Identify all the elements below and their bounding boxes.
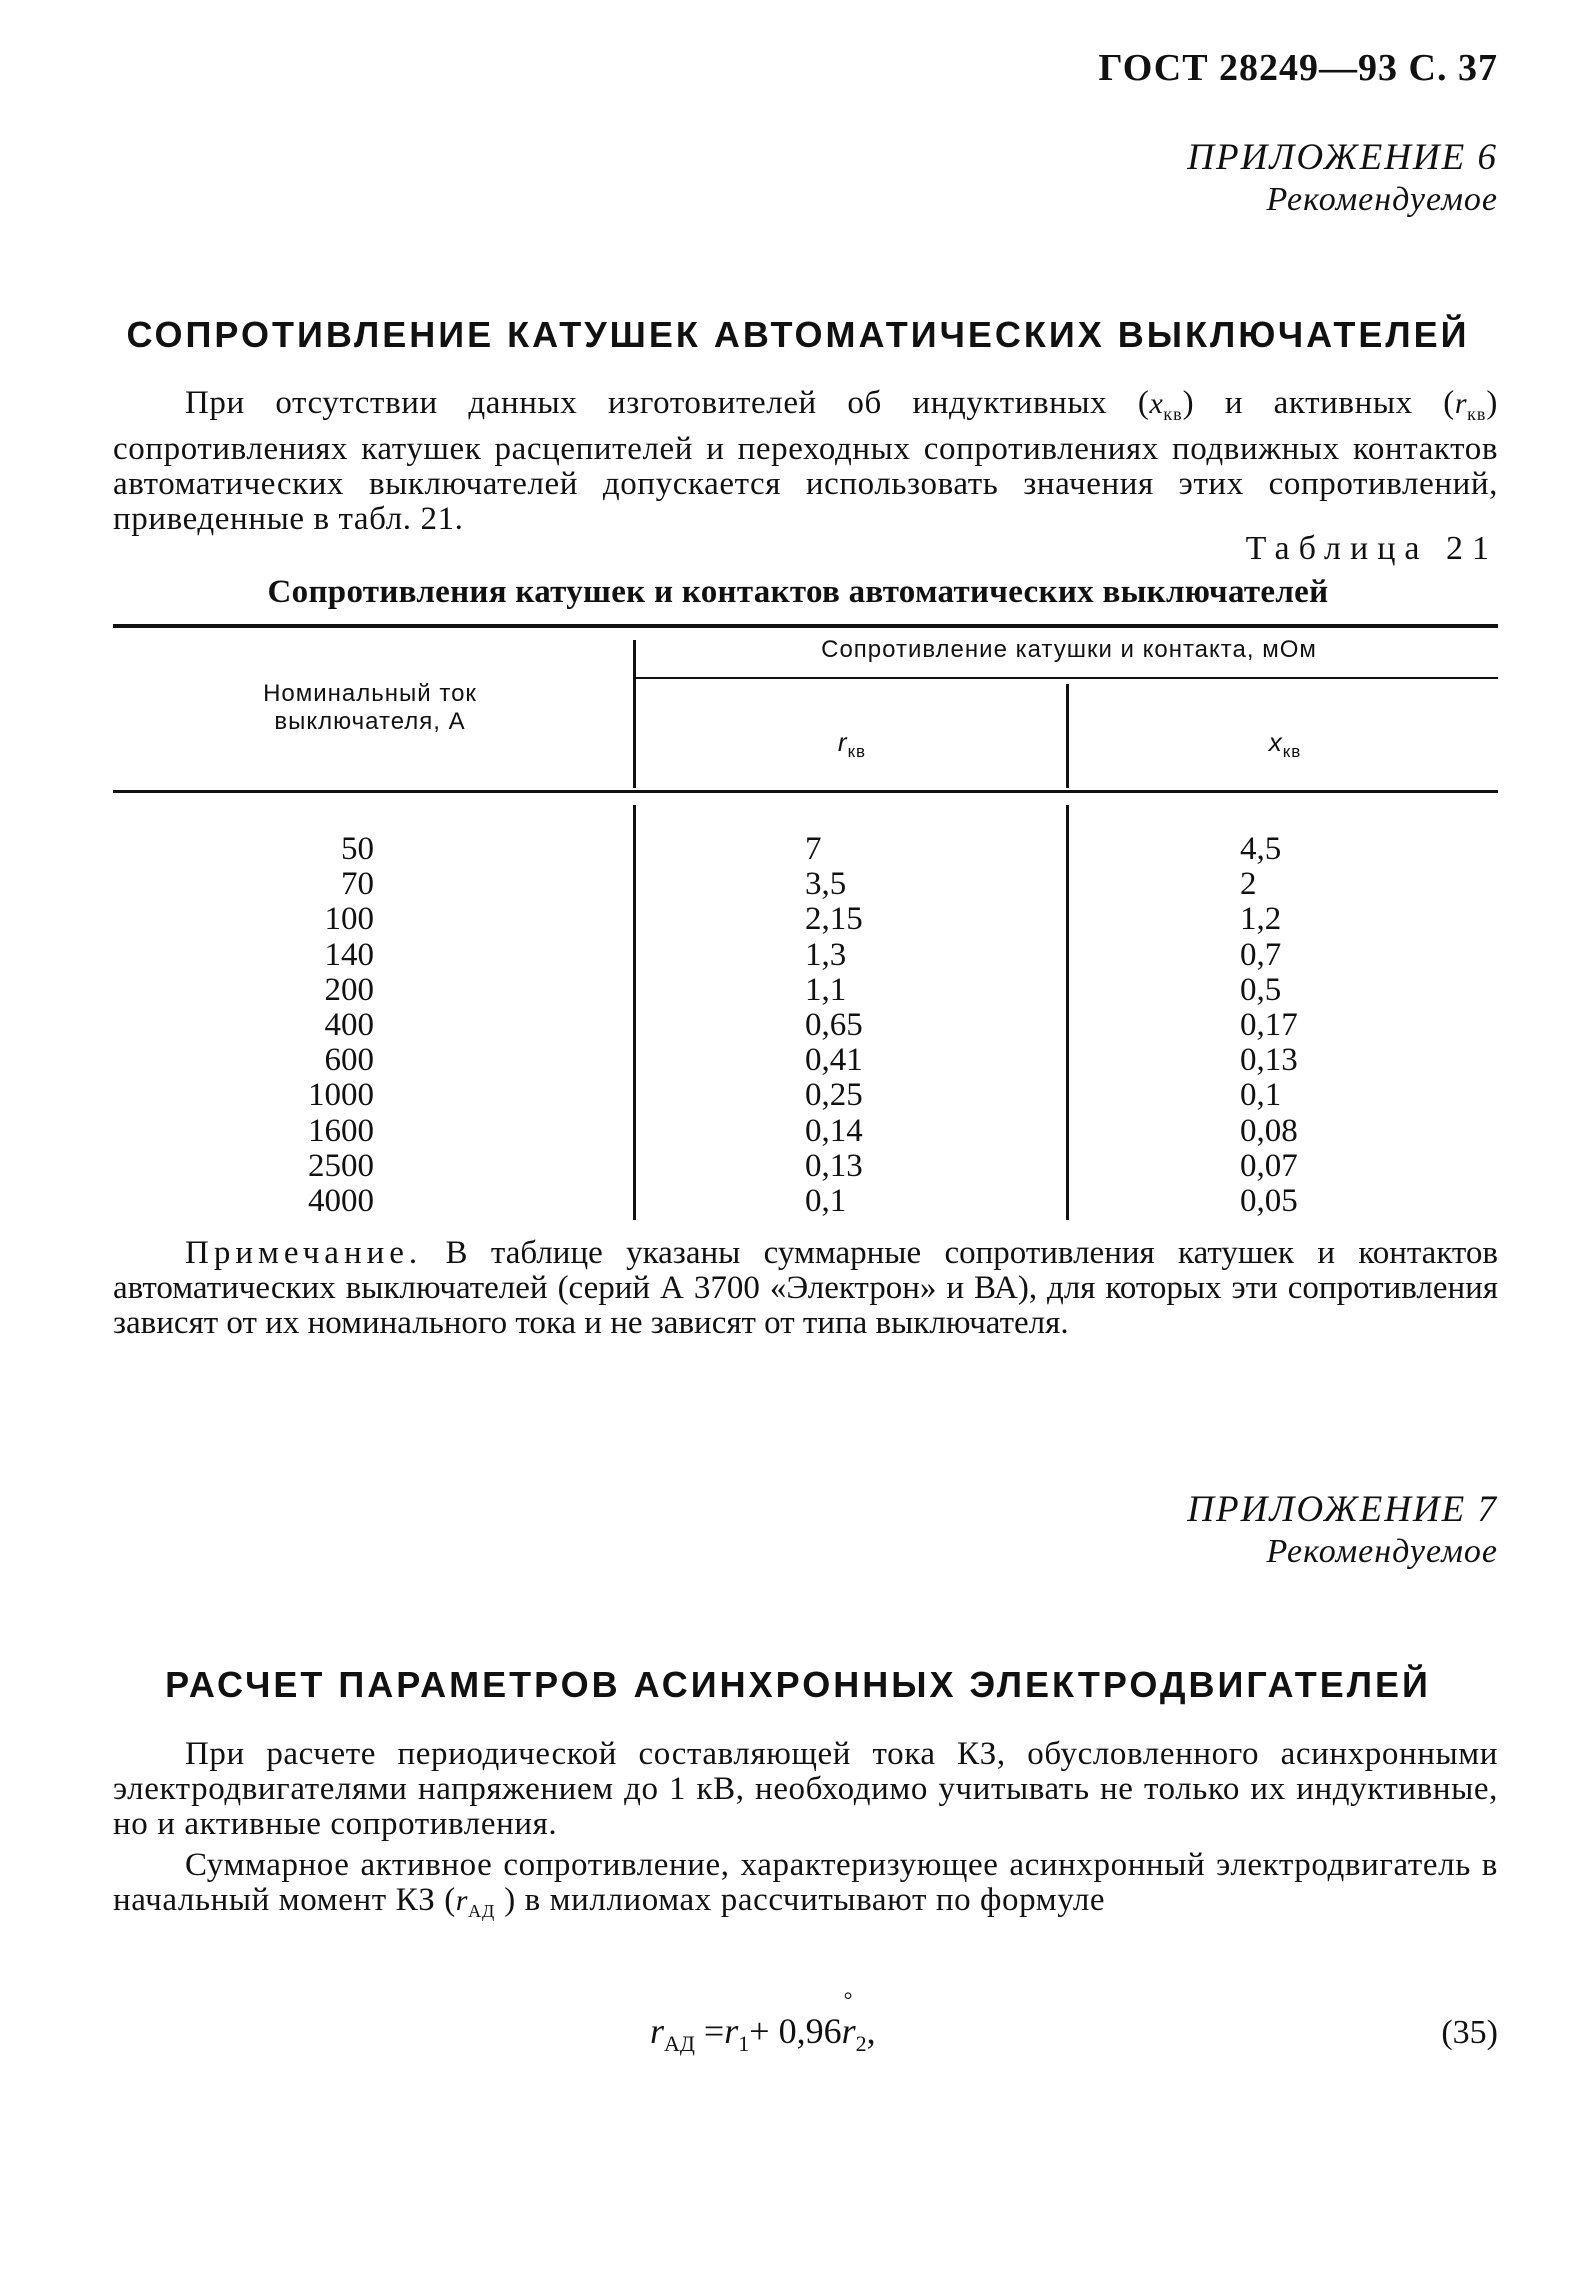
table-cell: 0,1 <box>1240 1077 1282 1114</box>
r-kv-symbol: $r_{кв}$ <box>1454 387 1487 424</box>
table-group-rule <box>636 677 1498 679</box>
appendix7-subtitle: Рекомендуемое <box>1266 1533 1498 1570</box>
table-header-vline-1 <box>633 640 636 788</box>
table-cell: 7 <box>805 831 822 867</box>
table-cell: 0,41 <box>805 1042 863 1079</box>
note-text: В таблице указаны суммарные сопротивления катушек и контактов автоматических выключателей (серий А 3700 «Электрон» и ВА), для которых эти сопротивления зависят от их номинального тока и не зависят от типа выключателя. <box>113 1235 1498 1341</box>
table-cell: 0,14 <box>805 1112 863 1149</box>
table-row: 200 <box>324 971 374 1008</box>
r-ad-symbol: $r_{АД}$ <box>455 1884 496 1921</box>
table-row: 70 <box>341 866 374 903</box>
table-cell: 0,65 <box>805 1006 863 1043</box>
header-resistance-group: Сопротивление катушки и контакта, мОм <box>821 636 1317 663</box>
section2-title: РАСЧЕТ ПАРАМЕТРОВ АСИНХРОННЫХ ЭЛЕКТРОДВИГАТЕЛЕЙ <box>165 1664 1431 1705</box>
formula-number: (35) <box>1441 2014 1498 2051</box>
table-cell: 0,5 <box>1240 971 1282 1008</box>
table-header-bottom-rule <box>113 790 1498 793</box>
note-label: Примечание. <box>185 1235 423 1271</box>
table-body-vline-1 <box>633 805 636 1220</box>
table-header-vline-2 <box>1066 684 1069 788</box>
table-cell: 0,1 <box>805 1182 847 1219</box>
page-header: ГОСТ 28249—93 С. 37 <box>1098 47 1498 89</box>
table-row: 100 <box>324 901 374 938</box>
table-cell: 0,07 <box>1240 1147 1298 1184</box>
table-row: 140 <box>324 936 374 973</box>
table-cell: 0,13 <box>805 1147 863 1184</box>
table-cell: 4,5 <box>1240 831 1282 867</box>
table-row: 4000 <box>308 1182 374 1219</box>
section1-title: СОПРОТИВЛЕНИЕ КАТУШЕК АВТОМАТИЧЕСКИХ ВЫКЛЮЧАТЕЛЕЙ <box>126 314 1470 355</box>
table-cell: 0,7 <box>1240 936 1282 973</box>
table-cell: 3,5 <box>805 866 847 903</box>
header-current: Номинальный ток выключателя, А <box>263 680 477 735</box>
section1-paragraph <box>113 386 1498 537</box>
section1-text-c: ) сопротивлениях катушек расцепителей и переходных сопротивлениях подвижных контактов автоматических выключателей допускается использовать значения этих сопротивлений, приведенные в табл. 21. <box>113 385 1499 537</box>
section1-text-b: ) и активных ( <box>1182 385 1455 421</box>
section2-paragraph-1: При расчете периодической составляющей тока КЗ, обусловленного асинхронными электродвигателями напряжением до 1 кВ, необходимо учитывать не только их индуктивные, но и активные сопротивления. <box>113 1736 1498 1842</box>
table-number: Таблица 21 <box>1245 530 1498 567</box>
header-r-kv: $r_{кв}$ <box>837 727 867 762</box>
section2-paragraph-2: Суммарное активное сопротивление, характеризующее асинхронный электродвигатель в начальный момент КЗ ($r_{АД}$ ) в миллиомах рассчитывают по формуле <box>113 1847 1498 1921</box>
table-row: 1000 <box>308 1077 374 1114</box>
appendix6-title: ПРИЛОЖЕНИЕ 6 <box>1187 137 1498 178</box>
section1-text-a: При отсутствии данных изготовителей об индуктивных ( <box>185 385 1150 421</box>
table-row: 50 <box>341 831 374 867</box>
appendix6-subtitle: Рекомендуемое <box>1266 181 1498 218</box>
table-cell: 1,3 <box>805 936 847 973</box>
table-cell: 1,2 <box>1240 901 1282 938</box>
table-row: 600 <box>324 1042 374 1079</box>
table-caption: Сопротивления катушек и контактов автоматических выключателей <box>267 574 1329 610</box>
table-cell: 0,05 <box>1240 1182 1298 1219</box>
table-top-rule <box>113 624 1498 628</box>
column-current <box>308 832 374 1219</box>
table-cell: 2,15 <box>805 901 863 938</box>
table-cell: 0,13 <box>1240 1042 1298 1079</box>
formula-35: $r_{АД} =r_1+ 0,96r$ ° $_2$, <box>650 1987 876 2057</box>
x-kv-symbol: $x_{кв}$ <box>1149 387 1183 424</box>
table-note <box>113 1236 1498 1341</box>
table-row: 400 <box>324 1006 374 1043</box>
table-row: 2500 <box>308 1147 374 1184</box>
table-cell: 2 <box>1240 866 1257 903</box>
table-cell: 0,17 <box>1240 1006 1298 1043</box>
appendix7-title: ПРИЛОЖЕНИЕ 7 <box>1187 1489 1498 1530</box>
table-cell: 0,08 <box>1240 1112 1298 1149</box>
table-cell: 0,25 <box>805 1077 863 1114</box>
table-body-vline-2 <box>1066 805 1069 1220</box>
table-row: 1600 <box>308 1112 374 1149</box>
column-x-kv <box>1240 832 1298 1219</box>
column-r-kv <box>805 832 863 1219</box>
table-cell: 1,1 <box>805 971 847 1008</box>
header-x-kv: $x_{кв}$ <box>1268 727 1302 762</box>
